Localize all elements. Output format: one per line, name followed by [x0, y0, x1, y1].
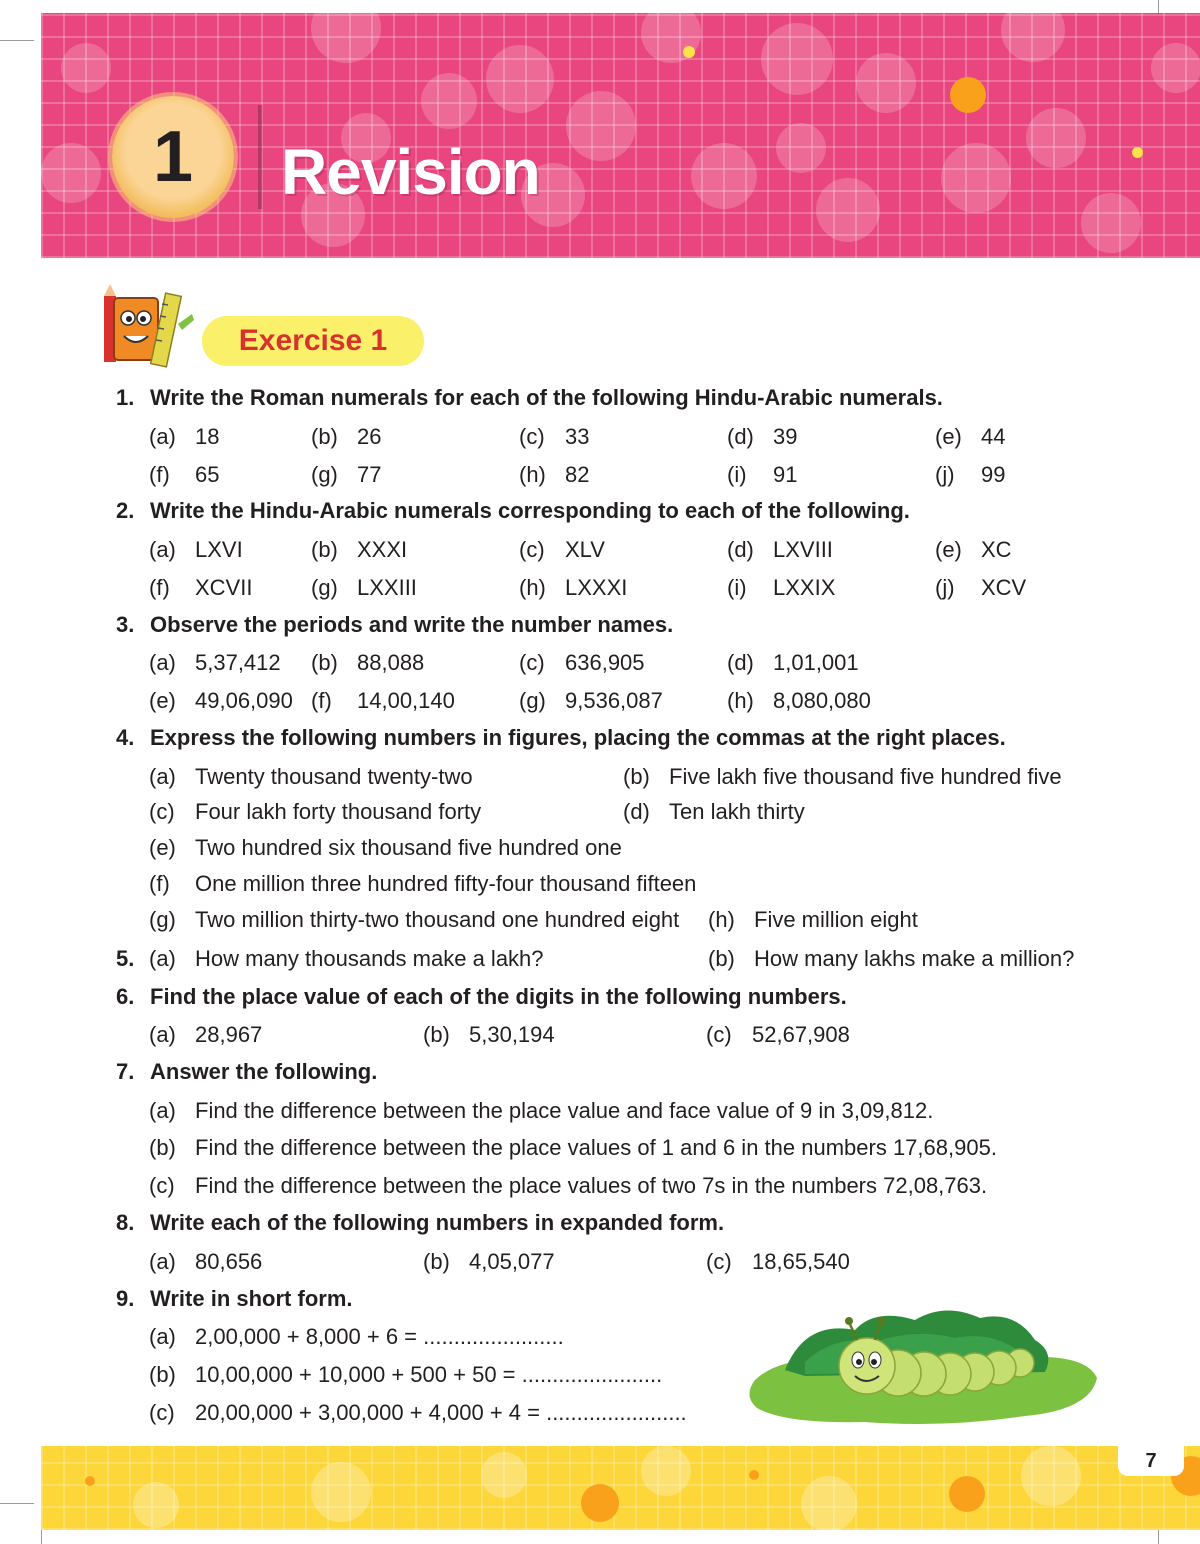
item-label: (e) — [935, 537, 962, 562]
item-value: 82 — [565, 462, 590, 487]
crop-mark — [0, 1503, 34, 1504]
item-label: (b) — [149, 1362, 176, 1387]
item-label: (a) — [149, 650, 176, 675]
item-label: (g) — [519, 688, 546, 713]
item-value: 28,967 — [195, 1022, 263, 1047]
item-label: (a) — [149, 1022, 176, 1047]
item-label: (c) — [706, 1022, 732, 1047]
banner-bubble — [856, 53, 916, 113]
item-value: 10,00,000 + 10,000 + 500 + 50 = ....................... — [195, 1362, 663, 1387]
chapter-number: 1 — [152, 117, 194, 197]
banner-bubble — [311, 13, 381, 63]
item-value: 1,01,001 — [773, 650, 859, 675]
item-value: 14,00,140 — [357, 688, 455, 713]
item-value: 91 — [773, 462, 798, 487]
item-label: (h) — [727, 688, 754, 713]
item-value: LXVIII — [773, 537, 833, 562]
item-value: Five lakh five thousand five hundred five — [669, 764, 1062, 789]
item-value: LXVI — [195, 537, 243, 562]
item-label: (f) — [149, 575, 170, 600]
question-number: 4. — [116, 725, 135, 750]
question-text: Find the place value of each of the digits in the following numbers. — [150, 984, 847, 1009]
item-label: (b) — [311, 537, 338, 562]
question-text: Write each of the following numbers in expanded form. — [150, 1210, 725, 1235]
title-divider — [258, 105, 262, 209]
footer-dot — [581, 1484, 619, 1522]
item-label: (b) — [311, 424, 338, 449]
chapter-banner — [41, 13, 1200, 258]
item-value: Four lakh forty thousand forty — [195, 799, 482, 824]
item-label: (h) — [519, 575, 546, 600]
item-label: (g) — [149, 907, 176, 932]
item-value: Two hundred six thousand five hundred one — [195, 835, 622, 860]
banner-bubble — [486, 45, 554, 113]
item-value: 18,65,540 — [752, 1249, 850, 1274]
banner-bubble — [761, 23, 833, 95]
item-value: XC — [981, 537, 1012, 562]
banner-bubble — [1026, 108, 1086, 168]
caterpillar-illustration — [745, 1300, 1100, 1435]
item-label: (i) — [727, 462, 747, 487]
exercise-heading — [202, 316, 424, 366]
item-label: (e) — [935, 424, 962, 449]
item-value: 33 — [565, 424, 590, 449]
item-value: Find the difference between the place values of 1 and 6 in the numbers 17,68,905. — [195, 1135, 997, 1160]
item-value: One million three hundred fifty-four thousand fifteen — [195, 871, 697, 896]
item-label: (b) — [423, 1249, 450, 1274]
page-number: 7 — [1145, 1450, 1157, 1472]
item-value: 5,37,412 — [195, 650, 281, 675]
item-value: 39 — [773, 424, 798, 449]
banner-dot — [950, 77, 986, 113]
item-value: Find the difference between the place value and face value of 9 in 3,09,812. — [195, 1098, 934, 1123]
item-value: 99 — [981, 462, 1006, 487]
footer-dot — [85, 1476, 95, 1486]
footer-dot — [311, 1462, 371, 1522]
item-value: Ten lakh thirty — [669, 799, 805, 824]
item-label: (f) — [311, 688, 332, 713]
item-value: 65 — [195, 462, 220, 487]
banner-bubble — [1081, 193, 1141, 253]
question-number: 2. — [116, 498, 135, 523]
item-label: (d) — [623, 799, 650, 824]
crop-mark — [0, 40, 34, 41]
item-value: LXXIX — [773, 575, 836, 600]
item-label: (c) — [519, 537, 545, 562]
item-value: 52,67,908 — [752, 1022, 850, 1047]
item-label: (b) — [311, 650, 338, 675]
item-label: (h) — [519, 462, 546, 487]
item-label: (d) — [727, 537, 754, 562]
book-pencil-ruler-mascot-icon — [96, 284, 196, 370]
item-label: (b) — [708, 946, 735, 971]
item-label: (b) — [623, 764, 650, 789]
item-label: (b) — [423, 1022, 450, 1047]
item-value: 2,00,000 + 8,000 + 6 = ....................... — [195, 1324, 564, 1349]
item-label: (d) — [727, 424, 754, 449]
footer-band — [41, 1446, 1200, 1530]
banner-dot — [1132, 147, 1143, 158]
item-value: 20,00,000 + 3,00,000 + 4,000 + 4 = ....................... — [195, 1400, 687, 1425]
item-value: 636,905 — [565, 650, 645, 675]
item-label: (e) — [149, 835, 176, 860]
item-label: (c) — [519, 424, 545, 449]
footer-dot — [641, 1446, 691, 1496]
item-value: LXXXI — [565, 575, 628, 600]
question-text: Answer the following. — [150, 1059, 378, 1084]
question-number: 3. — [116, 612, 135, 637]
chapter-number-badge — [112, 96, 234, 218]
item-value: 9,536,087 — [565, 688, 663, 713]
item-value: XCV — [981, 575, 1027, 600]
footer-dot — [133, 1482, 179, 1528]
question-number: 6. — [116, 984, 135, 1009]
item-label: (a) — [149, 764, 176, 789]
item-value: 77 — [357, 462, 382, 487]
item-value: 8,080,080 — [773, 688, 871, 713]
footer-dot — [801, 1476, 857, 1530]
item-value: How many thousands make a lakh? — [195, 946, 544, 971]
banner-bubble — [1001, 13, 1065, 62]
item-value: 88,088 — [357, 650, 425, 675]
question-text: Write the Hindu-Arabic numerals corresponding to each of the following. — [150, 498, 910, 523]
item-value: 18 — [195, 424, 220, 449]
item-value: XLV — [565, 537, 605, 562]
page-number-tab — [1118, 1446, 1184, 1476]
item-value: Twenty thousand twenty-two — [195, 764, 473, 789]
footer-dot — [749, 1470, 759, 1480]
item-label: (h) — [708, 907, 735, 932]
item-label: (a) — [149, 946, 176, 971]
item-label: (f) — [149, 462, 170, 487]
item-label: (a) — [149, 1249, 176, 1274]
question-text: Express the following numbers in figures, placing the commas at the right places. — [150, 725, 1006, 750]
item-label: (e) — [149, 688, 176, 713]
banner-bubble — [421, 73, 477, 129]
question-number: 9. — [116, 1286, 135, 1311]
item-value: XCVII — [195, 575, 253, 600]
exercise-title: Exercise 1 — [238, 324, 388, 357]
banner-bubble — [691, 143, 757, 209]
banner-dot — [683, 46, 695, 58]
item-label: (i) — [727, 575, 747, 600]
item-label: (g) — [311, 462, 338, 487]
item-value: 26 — [357, 424, 382, 449]
banner-bubble — [61, 43, 111, 93]
item-label: (a) — [149, 1098, 176, 1123]
question-text: Write the Roman numerals for each of the following Hindu-Arabic numerals. — [150, 385, 943, 410]
item-value: Five million eight — [754, 907, 918, 932]
banner-bubble — [816, 178, 880, 242]
banner-bubble — [776, 123, 826, 173]
footer-dot — [481, 1452, 527, 1498]
item-label: (a) — [149, 424, 176, 449]
item-value: Two million thirty-two thousand one hundred eight — [195, 907, 680, 932]
item-value: 80,656 — [195, 1249, 263, 1274]
item-label: (d) — [727, 650, 754, 675]
question-text: Observe the periods and write the number names. — [150, 612, 674, 637]
item-label: (j) — [935, 575, 955, 600]
item-label: (f) — [149, 871, 170, 896]
item-label: (a) — [149, 1324, 176, 1349]
item-value: LXXIII — [357, 575, 417, 600]
item-value: How many lakhs make a million? — [754, 946, 1075, 971]
chapter-title: Revision — [281, 136, 540, 208]
footer-dot — [1021, 1446, 1081, 1506]
item-label: (c) — [149, 1173, 175, 1198]
question-number: 7. — [116, 1059, 135, 1084]
banner-bubble — [1151, 43, 1200, 93]
item-label: (a) — [149, 537, 176, 562]
item-value: XXXI — [357, 537, 408, 562]
item-label: (b) — [149, 1135, 176, 1160]
banner-bubble — [41, 143, 101, 203]
banner-bubble — [566, 91, 636, 161]
item-label: (c) — [149, 799, 175, 824]
item-label: (c) — [706, 1249, 732, 1274]
item-label: (c) — [149, 1400, 175, 1425]
item-label: (g) — [311, 575, 338, 600]
footer-dot — [949, 1476, 985, 1512]
item-value: 4,05,077 — [469, 1249, 555, 1274]
item-value: 5,30,194 — [469, 1022, 555, 1047]
item-value: 49,06,090 — [195, 688, 293, 713]
item-label: (c) — [519, 650, 545, 675]
question-number: 5. — [116, 946, 135, 971]
banner-bubble — [941, 143, 1011, 213]
question-number: 1. — [116, 385, 135, 410]
item-value: Find the difference between the place values of two 7s in the numbers 72,08,763. — [195, 1173, 988, 1198]
item-label: (j) — [935, 462, 955, 487]
question-text: Write in short form. — [150, 1286, 353, 1311]
question-number: 8. — [116, 1210, 135, 1235]
item-value: 44 — [981, 424, 1006, 449]
